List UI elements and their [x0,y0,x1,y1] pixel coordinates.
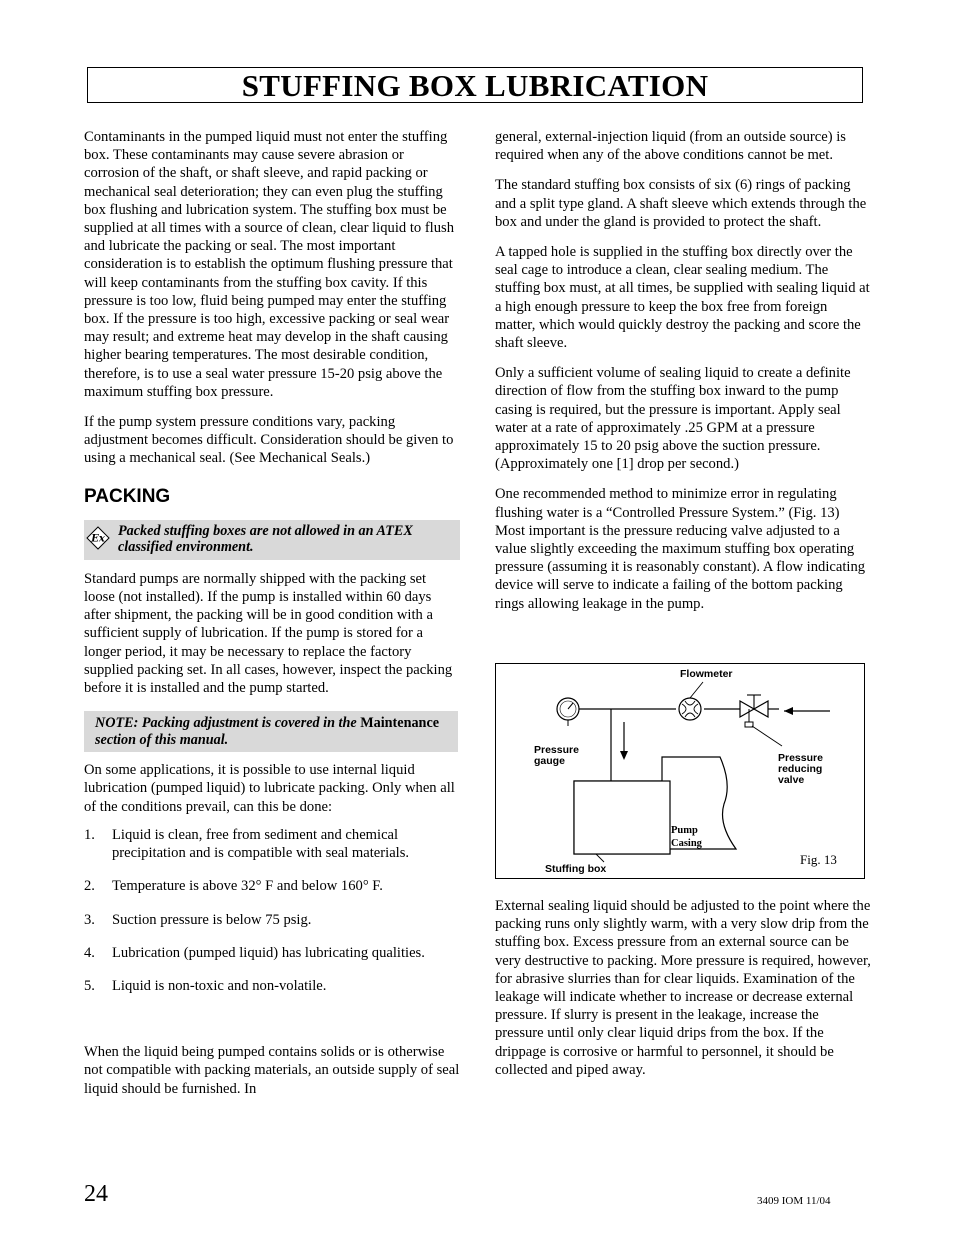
list-text: Lubrication (pumped liquid) has lubricating qualities. [112,944,425,961]
valve-label: reducing [778,763,823,775]
gauge-label: Pressure [534,744,579,756]
list-item [84,977,460,995]
casing-label: Casing [671,838,702,849]
paragraph: Standard pumps are normally shipped with the packing set loose (not installed). If the pump is installed within 60 days after shipment, the packing will be in good condition with a sufficient supply of lubrication. If the pump is stored for a longer period, it may be necessary to replace the factory supplied packing set. In all cases, however, inspect the packing before it is installed and the pump started. [84,570,453,697]
pressure-reducing-valve-icon [740,695,768,727]
list-text: Temperature is above 32° F and below 160° F. [112,878,383,895]
paragraph: Only a sufficient volume of sealing liquid to create a definite direction of flow from the stuffing box inward to the pump casing is required, but the pressure is important. Apply seal water at a rate of approximately .25 GPM at a pressure approximately 15 to 20 psig above the suction pressure. (Approximately one [1] drop per second.) [495,365,851,473]
note-text: section of this manual. [95,731,229,748]
paragraph: External sealing liquid should be adjusted to the point where the packing runs only slightly warm, with a very slow drip from the stuffing box. Excess pressure from an external source can be very destructive to packing. More pressure is required, however, for abrasive slurries than for clear liquids. Examination of the leakage will indicate whether to increase or decrease external pressure. If slurry is present in the leakage, increase the pressure until only clear liquid drips from the box. If the drippage is corrosive or harmful to personnel, it should be collected and piped away. [495,898,871,1078]
paragraph: A tapped hole is supplied in the stuffing box directly over the seal cage to introduce a clean, clear sealing medium. The stuffing box must, at all times, be supplied with sealing liquid at a high enough pressure to keep the box free from foreign matter, which would quickly destroy the packing and score the shaft sleeve. [495,244,870,352]
list-item [84,877,460,895]
list-text: Suction pressure is below 75 psig. [112,911,312,928]
paragraph: If the pump system pressure conditions vary, packing adjustment becomes difficult. Consideration should be given to using a mechanical seal. (See Mechanical Seals.) [84,414,454,467]
list-item [84,911,460,929]
list-text: Liquid is non-toxic and non-volatile. [112,977,327,994]
paragraph: On some applications, it is possible to use internal liquid lubrication (pumped liquid) to lubricate packing. Only when all of the conditions prevail, can this be done: [84,762,455,815]
spacer [84,1010,460,1043]
figure-13 [495,663,865,879]
casing-label: Pump [671,825,698,836]
list-number: 5. [84,977,95,994]
paragraph: When the liquid being pumped contains solids or is otherwise not compatible with packing materials, an outside supply of seal liquid should be furnished. In [84,1044,460,1097]
valve-label: valve [778,774,805,786]
note-box [84,711,458,752]
atex-warning-text: Packed stuffing boxes are not allowed in an ATEX classified environment. [118,522,413,556]
paragraph: The standard stuffing box consists of six (6) rings of packing and a split type gland. A shaft sleeve which extends through the box and under the gland is provided to protect the shaft. [495,177,867,230]
note-maintenance: Maintenance [360,715,440,732]
flowmeter-icon [679,698,701,720]
paragraph: Contaminants in the pumped liquid must not enter the stuffing box. These contaminants may cause severe abrasion or corrosion of the shaft, or shaft sleeve, and rapid packing or mechanical seal deterioration; they can even plug the stuffing box flushing and lubrication system. The stuffing box must be supplied at all times with a source of clean, clear liquid to flush and lubricate the packing or seal. The most important consideration is to establish the optimum flushing pressure that will keep contaminants from the stuffing box cavity. If this pressure is too low, fluid being pumped may enter the stuffing box. If the pressure is too high, excessive packing or seal wear may result; and extreme heat may develop in the shaft causing higher bearing temperatures. The most desirable condition, therefore, is to use a seal water pressure 15-20 psig above the maximum stuffing box pressure. [84,129,455,400]
figure-caption: Fig. 13 [800,852,837,867]
list-item [84,944,460,962]
inlet-arrow-icon [784,707,830,715]
atex-warning [84,520,460,560]
flowmeter-label: Flowmeter [680,668,733,680]
svg-text:Ex: Ex [91,533,105,545]
paragraph: general, external-injection liquid (from an outside source) is required when any of the above conditions cannot be met. [495,129,846,164]
list-number: 2. [84,878,95,895]
atex-ex-icon [86,526,110,550]
note-text: NOTE: Packing adjustment is covered in the [95,715,357,732]
flow-down-arrow-icon [620,722,628,760]
right-column [495,128,871,613]
left-column [84,128,460,1098]
list-number: 4. [84,944,95,961]
list-text: Liquid is clean, free from sediment and chemical precipitation and is compatible with seal materials. [112,826,410,862]
pressure-gauge-icon [557,698,579,720]
valve-label: Pressure [778,752,823,764]
conditions-list [84,826,460,995]
list-number: 3. [84,911,95,928]
document-id: 3409 IOM 11/04 [757,1195,831,1207]
page-number: 24 [84,1181,108,1207]
gauge-label: gauge [534,755,565,767]
stuffing-box-label: Stuffing box [545,863,607,875]
right-column-lower [495,897,871,1079]
controlled-pressure-diagram [496,664,864,878]
list-item [84,826,460,862]
page-title: STUFFING BOX LUBRICATION [241,67,709,103]
section-heading: PACKING [84,485,171,507]
list-number: 1. [84,826,95,843]
title-box [87,67,863,103]
paragraph: One recommended method to minimize error in regulating flushing water is a “Controlled Pressure System.” (Fig. 13) Most important is the pressure reducing valve adjusted to a value slightly exceeding the maximum stuffing box operating pressure (assuming it is reasonably constant). A flow indicating device will serve to indicate a failing of the bottom packing rings allowing leakage in the pump. [495,486,866,612]
